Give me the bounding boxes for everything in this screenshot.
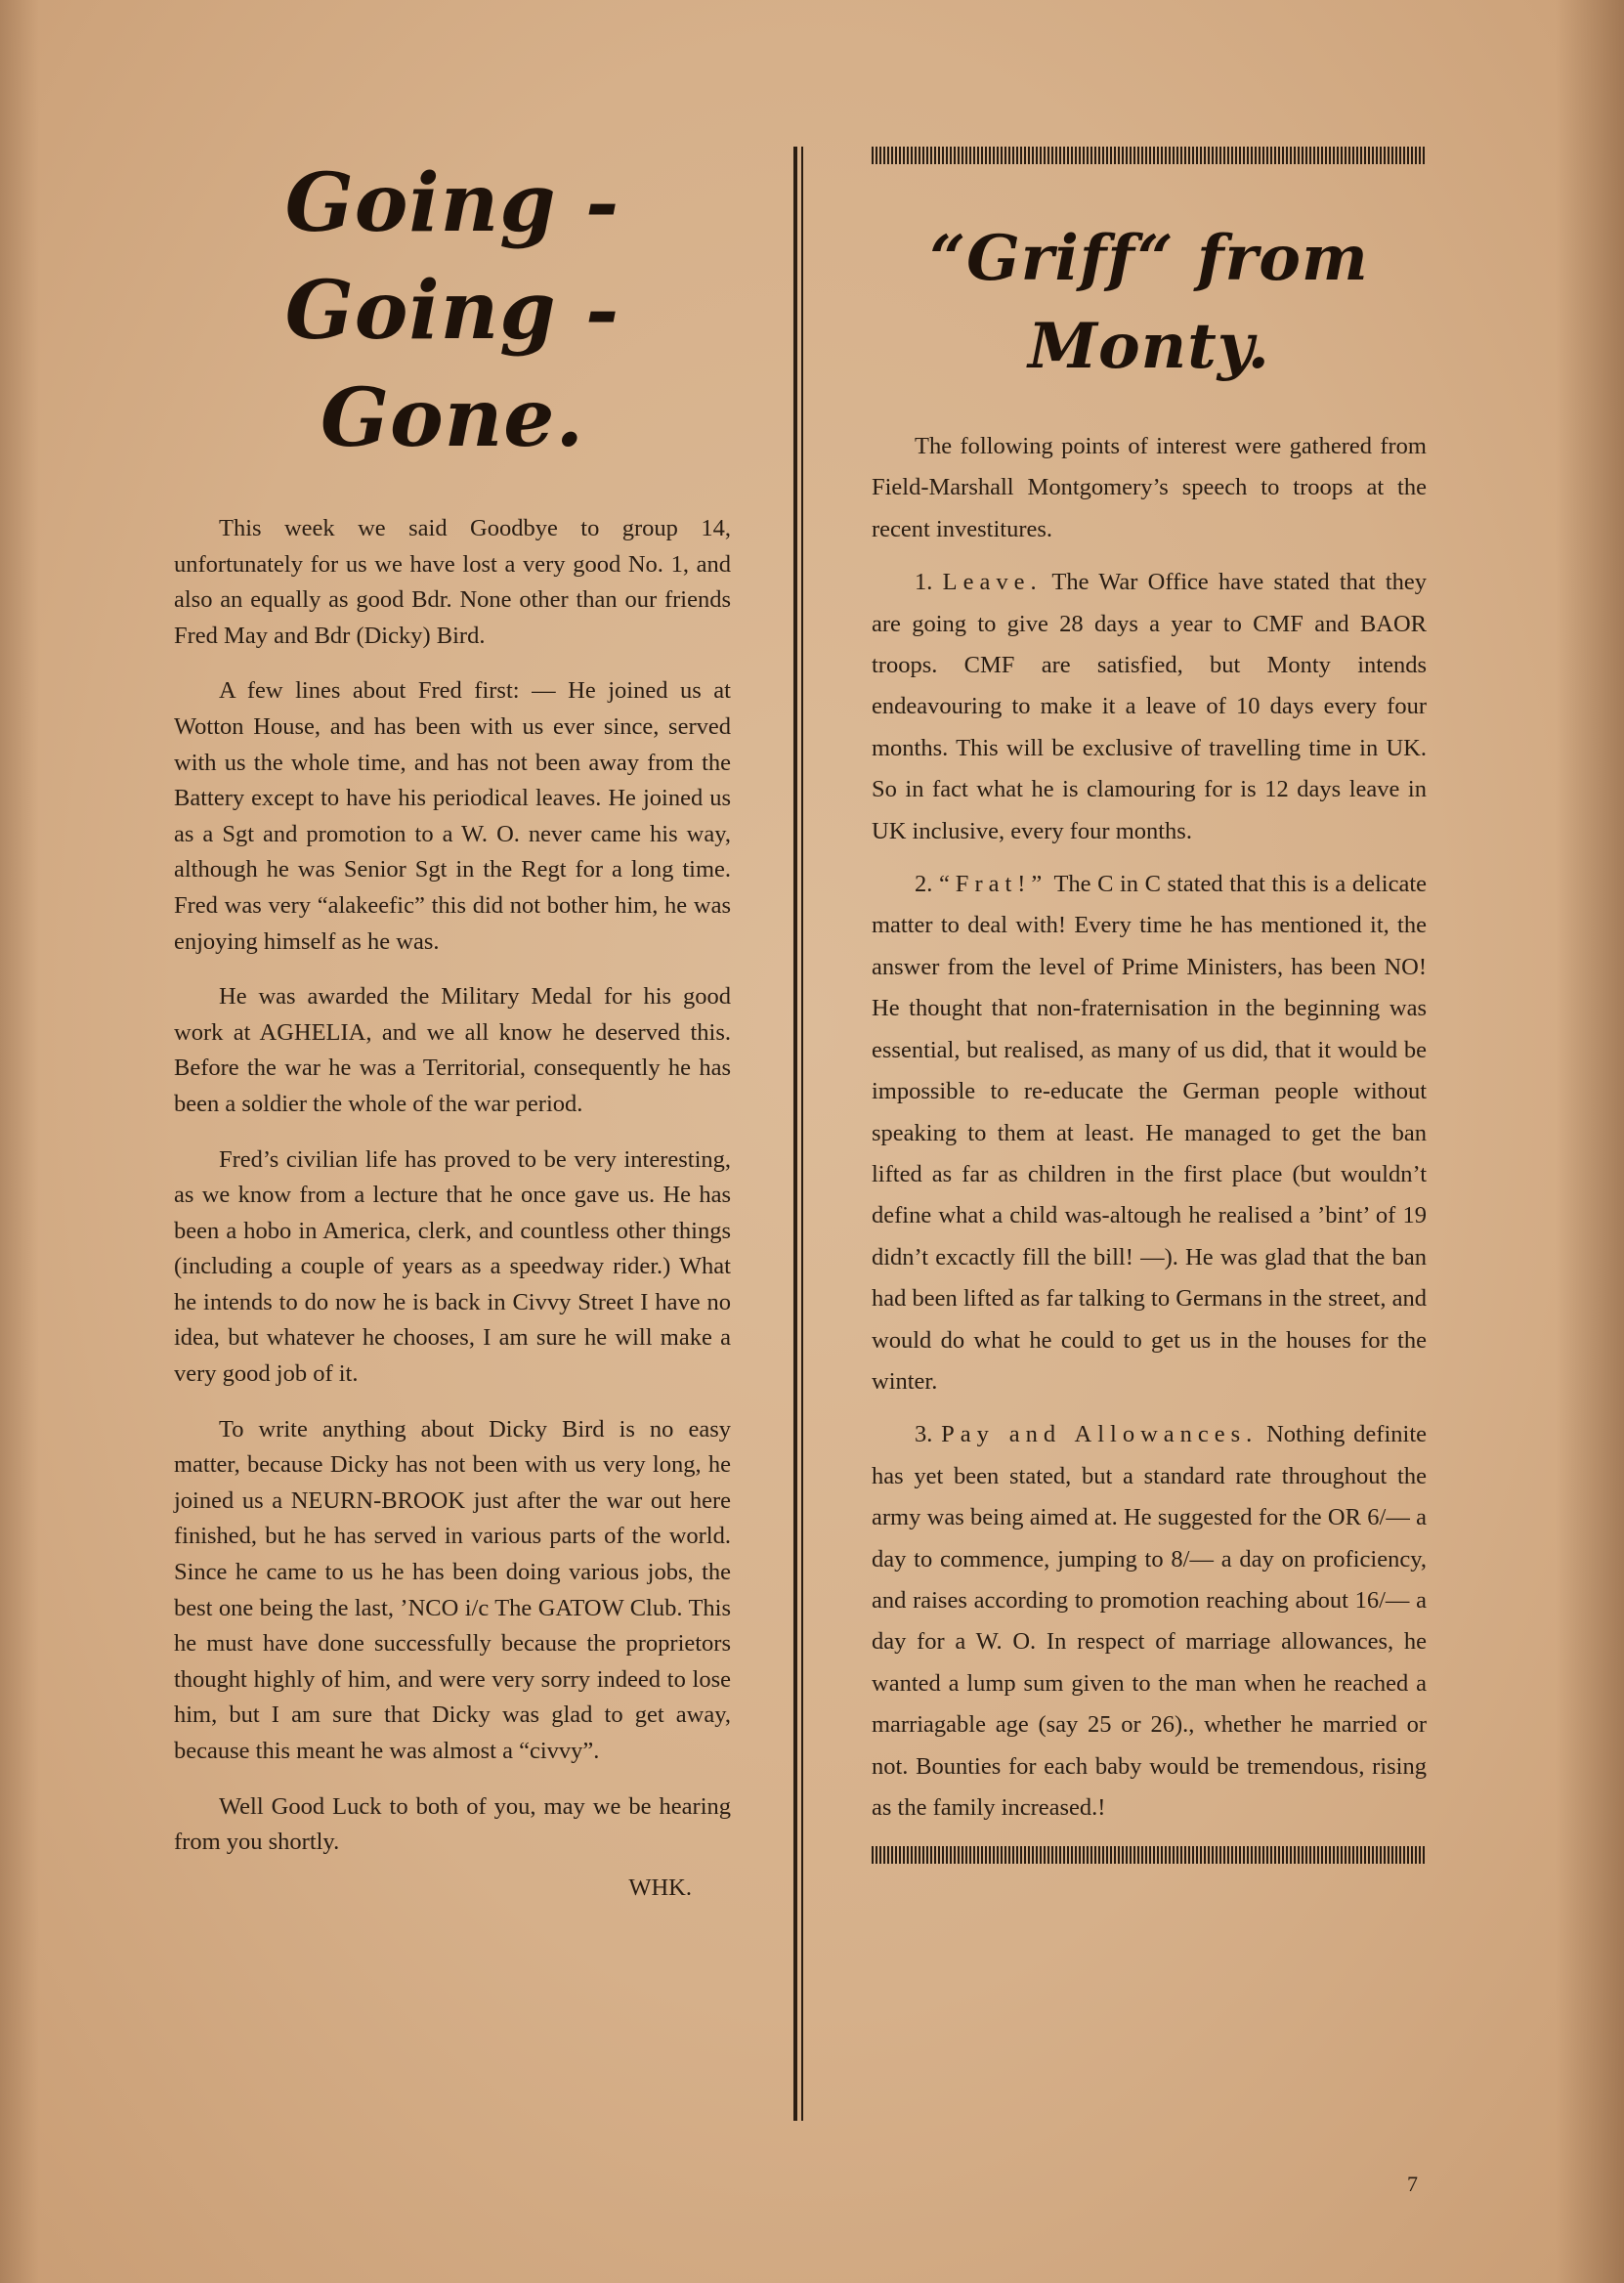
- point-number: 2.: [915, 871, 933, 898]
- left-edge-shadow: [0, 0, 39, 2283]
- right-edge-shadow: [1556, 0, 1624, 2283]
- article-title-line1: Going - Going -: [284, 156, 620, 358]
- top-hatch-rule: [872, 147, 1427, 164]
- author-signature: WHK.: [628, 1874, 692, 1901]
- article-title-line2: Gone.: [320, 371, 585, 465]
- paragraph: He was awarded the Military Medal for his good work at AGHELIA, and we all know he deserved this. Before the war he was a Territorial, consequently he has been a soldier the whole of the war period.: [174, 983, 731, 1117]
- column-divider: [801, 147, 803, 2121]
- point-heading: Pay and Allowances.: [941, 1421, 1259, 1448]
- article-going-going-gone: [174, 142, 731, 1902]
- point-heading: Leave.: [942, 569, 1043, 596]
- column-divider: [793, 147, 797, 2121]
- point-text: The War Office have stated that they are going to give 28 days a year to CMF and BAOR troops. CMF are satisfied, but Monty intends endeavouring to make it a leave of 10 days every four months. This will be exclusive of travelling time in UK. So in fact what he is clamouring for is 12 days leave in UK inclusive, every four months.: [872, 569, 1428, 844]
- article-title: “Griff“ from Monty.: [929, 222, 1369, 383]
- paragraph: Fred’s civilian life has proved to be very interesting, as we know from a lecture that he once gave us. He has been a hobo in America, clerk, and countless other things (including a couple of years as a speedway rider.) What he intends to do now he is back in Civvy Street I have no idea, but whatever he chooses, I am sure he will make a very good job of it.: [174, 1145, 731, 1388]
- point-number: 1.: [915, 569, 933, 596]
- paragraph: This week we said Goodbye to group 14, unfortunately for us we have lost a very good No. 1, and also an equally as good Bdr. None other than our friends Fred May and Bdr (Dicky) Bird.: [174, 515, 731, 649]
- point-leave: [872, 562, 1427, 852]
- point-number: 3.: [915, 1421, 933, 1448]
- point-pay: [872, 1414, 1427, 1829]
- paragraph: Well Good Luck to both of you, may we be hearing from you shortly.: [174, 1792, 731, 1856]
- point-frat: [872, 864, 1427, 1402]
- article-griff-from-monty: [872, 147, 1427, 1864]
- paragraph: A few lines about Fred first: — He joined us at Wotton House, and has been with us ever since, served with us the whole time, and has not been away from the Battery except to have his periodical leaves. He joined us as a Sgt and promotion to a W. O. never came his way, although he was Senior Sgt in the Regt for a long time. Fred was very “alakeefic” this did not bother him, he was enjoying himself as he was.: [174, 677, 731, 955]
- point-text: Nothing definite has yet been stated, but a standard rate throughout the army was being aimed at. He suggested for the OR 6/— a day to commence, jumping to 8/— a day on proficiency, and raises according to promotion reaching about 16/— a day for a W. O. In respect of marriage allowances, he wanted a lump sum given to the man when he reached a marriagable age (say 25 or 26)., whether he married or not. Bounties for each baby would be tremendous, rising as the family increased.!: [872, 1421, 1428, 1821]
- point-heading: “Frat!”: [938, 871, 1048, 898]
- page-number: 7: [1407, 2172, 1418, 2196]
- bottom-hatch-rule: [872, 1846, 1427, 1864]
- point-text: The C in C stated that this is a delicate matter to deal with! Every time he has mentioned it, the answer from the level of Prime Ministers, has been NO! He thought that non-fraternisation in the beginning was essential, but realised, as many of us did, that it would be impossible to re-educate the German people without speaking to them at least. He managed to get the ban lifted as far as children in the first place (but wouldn’t define what a child was-altough he realised a ’bint’ of 19 didn’t excactly fill the bill! —). He was glad that the ban had been lifted as far talking to Germans in the street, and would do what he could to get us in the houses for the winter.: [872, 871, 1427, 1395]
- paragraph: To write anything about Dicky Bird is no easy matter, because Dicky has not been with us very long, he joined us a NEURN-BROOK just after the war out here finished, but he has served in various parts of the world. Since he came to us he has been doing various jobs, the best one being the last, ’NCO i/c The GATOW Club. This he must have done successfully because the proprietors thought highly of him, and were very sorry indeed to lose him, but I am sure that Dicky was glad to get away, because this meant he was almost a “civvy”.: [174, 1415, 731, 1764]
- intro-paragraph: The following points of interest were gathered from Field-Marshall Montgomery’s speech to troops at the recent investitures.: [872, 433, 1427, 542]
